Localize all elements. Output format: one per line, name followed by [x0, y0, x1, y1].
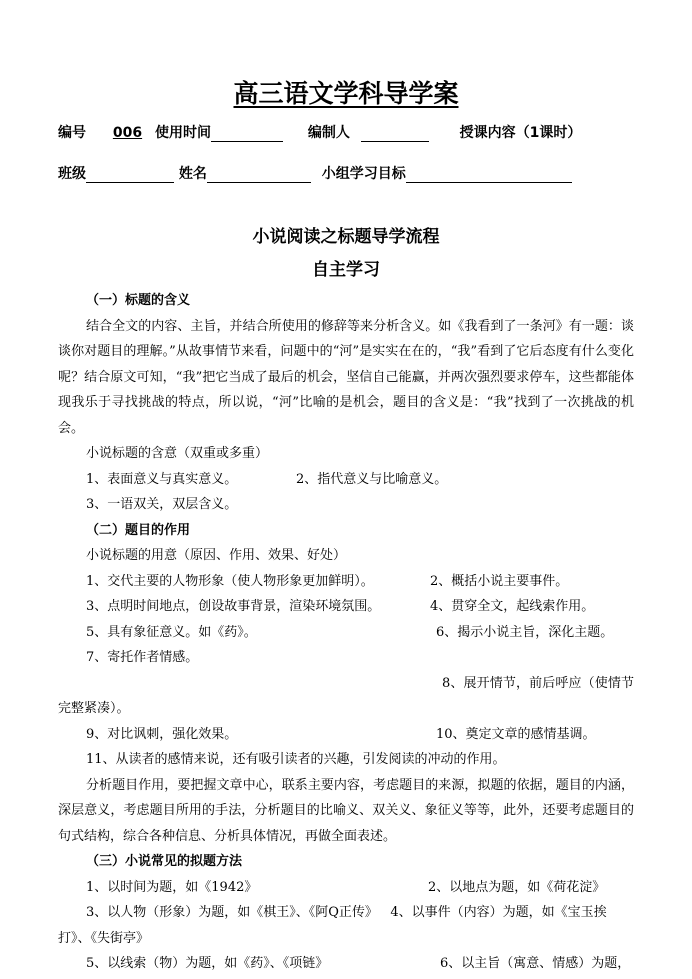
content-label: 授课内容（1课时） — [459, 125, 582, 141]
list-item: 9、对比讽刺，强化效果。 — [86, 726, 238, 742]
editor-blank[interactable] — [361, 127, 429, 142]
number-value: 006 — [112, 125, 143, 141]
header-row-1 — [58, 122, 581, 142]
section-subtitle: 小说阅读之标题导学流程 — [252, 227, 440, 247]
section2-items-row — [58, 722, 634, 748]
header-row-2 — [58, 163, 572, 183]
self-study-heading: 自主学习 — [312, 260, 380, 280]
section2-heading: （二）题目的作用 — [86, 522, 191, 538]
group-goal-blank[interactable] — [406, 168, 572, 183]
section2-subheading: 小说标题的用意（原因、作用、效果、好处） — [86, 548, 347, 563]
document-title: 高三语文学科导学案 — [233, 79, 459, 108]
list-item: 2、概括小说主要事件。 — [430, 573, 569, 589]
list-item: 2、以地点为题，如《荷花淀》 — [428, 879, 606, 895]
list-item: 8、展开情节，前后呼应（使情节完整紧凑）。 — [58, 675, 634, 716]
list-item: 3、一语双关，双层含义。 — [86, 497, 238, 512]
list-item: 1、表面意义与真实意义。 — [86, 471, 238, 487]
class-label: 班级 — [58, 166, 86, 182]
list-item: 7、寄托作者情感。 — [86, 650, 199, 665]
section2-items-row — [58, 594, 634, 620]
section3-heading: （三）小说常见的拟题方法 — [86, 854, 243, 869]
section2-paragraph: 分析题目作用，要把握文章中心，联系主要内容，考虑题目的来源，拟题的依据，题目的内涵，深层意义，考虑题目所用的手法，分析题目的比喻义、双关义、象征义等等，此外，还要考虑题目的句式结构，综合各种信息、分析具体情况，再做全面表述。 — [58, 777, 634, 844]
time-label: 使用时间 — [154, 125, 211, 141]
time-blank[interactable] — [211, 127, 283, 142]
group-goal-label: 小组学习目标 — [321, 166, 406, 182]
list-item: 1、以时间为题，如《1942》 — [86, 879, 258, 895]
section2-items-row — [58, 569, 634, 595]
section1-items-row — [58, 467, 634, 493]
list-item: 1、交代主要的人物形象（使人物形象更加鲜明）。 — [86, 573, 374, 589]
name-label: 姓名 — [178, 166, 207, 182]
editor-label: 编制人 — [307, 125, 350, 141]
number-label: 编号 — [58, 125, 86, 141]
list-item: 3、点明时间地点，创设故事背景，渲染环境氛围。 — [86, 599, 381, 614]
section3-items-row — [58, 951, 634, 977]
name-blank[interactable] — [207, 168, 311, 183]
list-item: 10、奠定文章的感情基调。 — [436, 726, 596, 742]
body-text — [58, 288, 634, 977]
section1-paragraph: 结合全文的内容、主旨，并结合所使用的修辞等来分析含义。如《我看到了一条河》有一题：谈谈你对题目的理解。”从故事情节来看，问题中的“河”是实实在在的，“我”看到了它后态度有什么变化呢？结合原文可知，“我”把它当成了最后的机会，坚信自己能赢，并两次强烈要求停车，这些都能体现我乐于寻找挑战的特点，所以说，“河”比喻的是机会，题目的含义是：“我”找到了一次挑战的机会。 — [58, 318, 634, 436]
list-item-wrap — [58, 900, 634, 951]
class-blank[interactable] — [86, 168, 174, 183]
list-item: 6、揭示小说主旨，深化主题。 — [436, 624, 614, 640]
list-item: 6、以主旨（寓意、情感）为题， — [440, 956, 631, 971]
list-item: 4、贯穿全文，起线索作用。 — [430, 599, 595, 614]
list-item: 11、从读者的感情来说，还有吸引读者的兴趣，引发阅读的冲动的作用。 — [86, 752, 506, 767]
list-item-wrap — [58, 492, 634, 518]
section2-items-row — [58, 620, 634, 646]
list-item: 4、以事件（内容）为题，如《宝玉挨打》、《失街亭》 — [58, 905, 607, 946]
section1-subheading: 小说标题的含意（双重或多重） — [86, 446, 269, 461]
section3-items-row — [58, 875, 634, 901]
section1-heading: （一）标题的含义 — [86, 293, 191, 308]
list-item: 2、指代意义与比喻意义。 — [296, 471, 448, 487]
list-item: 5、具有象征意义。如《药》。 — [86, 624, 257, 640]
list-item: 3、以人物（形象）为题，如《棋王》、《阿Q正传》 — [86, 905, 378, 920]
section2-items-row — [58, 645, 634, 671]
list-item: 5、以线索（物）为题，如《药》、《项链》 — [86, 956, 329, 971]
